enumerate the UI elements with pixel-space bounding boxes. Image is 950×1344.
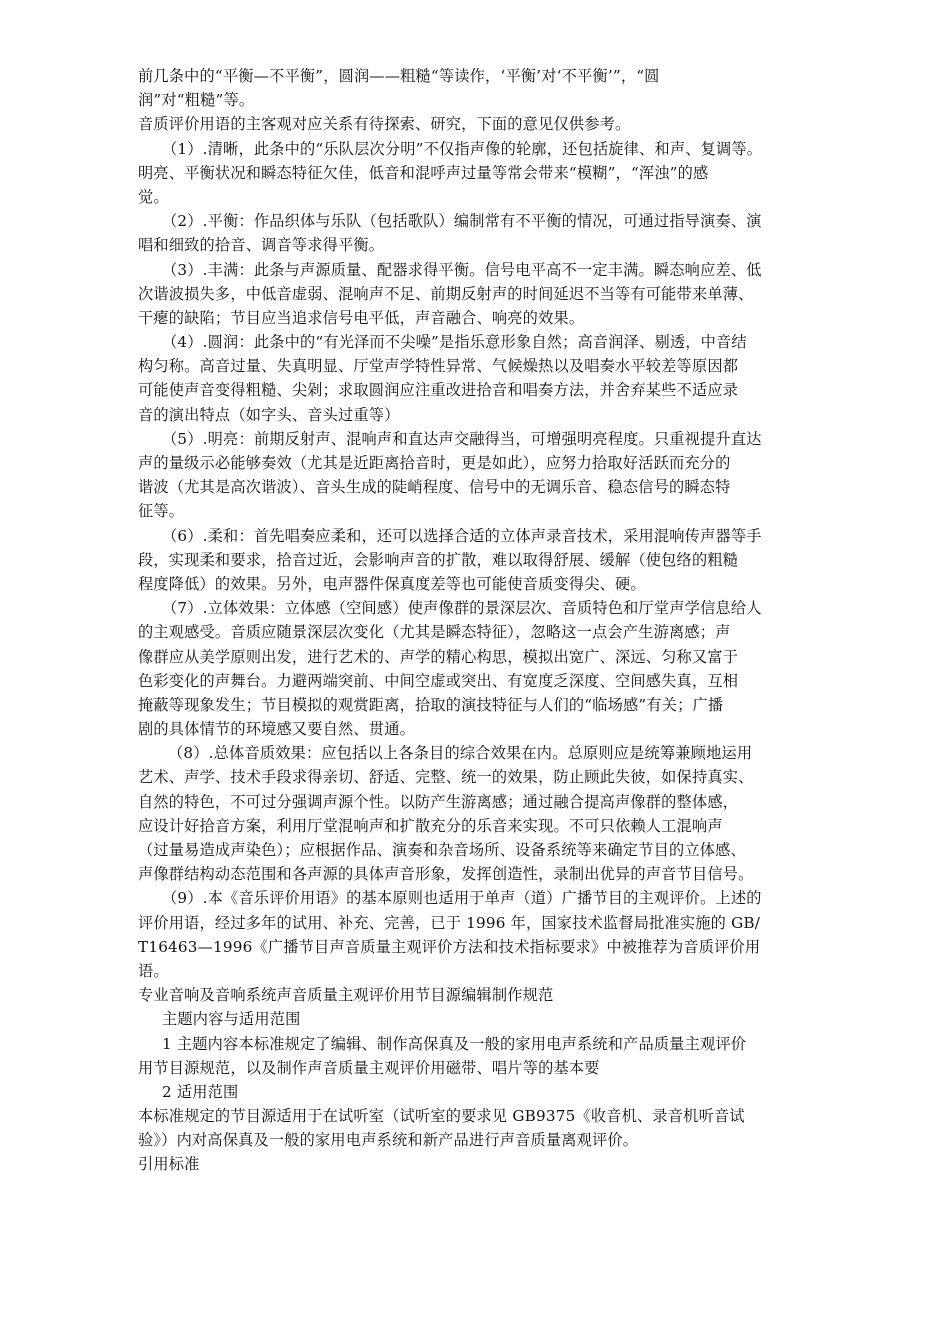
text-line: （7）.立体效果：立体感（空间感）使声像群的景深层次、音质特色和厅堂声学信息给人 bbox=[162, 599, 762, 618]
paragraph bbox=[138, 548, 828, 596]
text-line: 唱和细致的拾音、调音等求得平衡。 bbox=[138, 236, 385, 255]
paragraph bbox=[138, 112, 828, 136]
text-line: 构匀称。高音过量、失真明显、厅堂声学特性异常、气候燥热以及唱奏水平较差等原因都 bbox=[138, 357, 739, 376]
text-line: （9）.本《音乐评价用语》的基本原则也适用于单声（道）广播节目的主观评价。上述的 bbox=[162, 889, 762, 908]
paragraph bbox=[138, 741, 828, 765]
paragraph bbox=[138, 330, 828, 354]
text-line: 艺术、声学、技术手段求得亲切、舒适、完整、统一的效果，防止顾此失彼，如保持真实、 bbox=[138, 768, 754, 787]
text-line: （4）.圆润：此条中的“有光泽而不尖噪”是指乐意形象自然；高音润泽、剔透，中音结 bbox=[162, 333, 747, 352]
text-line: 音的演出特点（如字头、音头过重等） bbox=[138, 405, 400, 424]
paragraph bbox=[138, 427, 828, 451]
paragraph bbox=[138, 233, 828, 257]
text-line: （8）.总体音质效果：应包括以上各条目的综合效果在内。总原则应是统筹兼顾地运用 bbox=[168, 744, 753, 763]
text-line: 1 主题内容本标准规定了编辑、制作高保真及一般的家用电声系统和产品质量主观评价 bbox=[162, 1034, 747, 1053]
paragraph bbox=[138, 620, 828, 741]
document-body bbox=[138, 64, 828, 1177]
text-line: 色彩变化的声舞台。力避两端突前、中间空虚或突出、有宽度乏深度、空间感失真，互相 bbox=[138, 671, 739, 690]
paragraph bbox=[138, 1056, 828, 1080]
paragraph bbox=[138, 886, 828, 910]
text-line: 程度降低）的效果。另外，电声器件保真度差等也可能使音质变得尖、硬。 bbox=[138, 574, 646, 593]
paragraph bbox=[138, 137, 828, 161]
text-line: 应设计好拾音方案，利用厅堂混响声和扩散充分的乐音来实现。不可只依赖人工混响声 bbox=[138, 816, 723, 835]
text-line: （3）.丰满：此条与声源质量、配器求得平衡。信号电平高不一定丰满。瞬态响应差、低 bbox=[162, 260, 762, 279]
text-line: 段，实现柔和要求，拾音过近，会影响声音的扩散，难以取得舒展、缓解（使包络的粗糙 bbox=[138, 550, 739, 569]
text-line: 的主观感受。音质应随景深层次变化（尤其是瞬态特征），忽略这一点会产生游离感；声 bbox=[138, 623, 731, 642]
paragraph bbox=[138, 161, 828, 209]
text-line: 像群应从美学原则出发，进行艺术的、声学的精心构思，模拟出宽广、深远、匀称又富于 bbox=[138, 647, 739, 666]
text-line: 觉。 bbox=[138, 187, 169, 206]
text-line: 剧的具体情节的环境感又要自然、贯通。 bbox=[138, 720, 415, 739]
text-line: T16463—1996《广播节目声音质量主观评价方法和技术指标要求》中被推荐为音质评价用 bbox=[138, 937, 761, 956]
text-line: 主题内容与适用范围 bbox=[162, 1010, 301, 1029]
text-line: 引用标准 bbox=[138, 1155, 200, 1174]
text-line: （5）.明亮：前期反射声、混响声和直达声交融得当，可增强明亮程度。只重视提升直达 bbox=[162, 429, 762, 448]
text-line: 声的量级示必能够奏效（尤其是近距离拾音时，更是如此），应努力拾取好活跃而充分的 bbox=[138, 454, 731, 472]
text-line: 用节目源规范，以及制作声音质量主观评价用磁带、唱片等的基本要 bbox=[138, 1058, 600, 1077]
paragraph bbox=[138, 209, 828, 233]
text-line: （2）.平衡：作品织体与乐队（包括歌队）编制常有不平衡的情况，可通过指导演奏、演 bbox=[162, 212, 762, 231]
paragraph bbox=[138, 1104, 828, 1152]
paragraph bbox=[138, 354, 828, 427]
text-line: 掩蔽等现象发生；节目模拟的观赏距离，拾取的演技特征与人们的“临场感”有关；广播 bbox=[138, 695, 724, 714]
text-line: 次谐波损失多，中低音虚弱、混响声不足、前期反射声的时间延迟不当等有可能带来单薄、 bbox=[138, 284, 754, 303]
text-line: 明亮、平衡状况和瞬态特征欠佳，低音和混呼声过量等常会带来“模糊”，“浑浊”的感 bbox=[138, 163, 709, 182]
text-line: 2 适用范围 bbox=[162, 1082, 239, 1101]
paragraph bbox=[138, 451, 828, 524]
paragraph bbox=[138, 596, 828, 620]
text-line: 前几条中的“平衡—不平衡”，圆润——粗糙“等读作，‘平衡’对‘不平衡’”，“圆 bbox=[138, 67, 660, 85]
paragraph bbox=[138, 1032, 828, 1056]
paragraph bbox=[138, 258, 828, 282]
paragraph bbox=[138, 1080, 828, 1104]
text-line: 干瘪的缺陷；节目应当追求信号电平低，声音融合、响亮的效果。 bbox=[138, 308, 585, 327]
text-line: 声像群结构动态范围和各声源的具体声音形象，发挥创造性，录制出优异的声音节目信号。 bbox=[138, 865, 754, 884]
text-line: 本标准规定的节目源适用于在试听室（试听室的要求见 GB9375《收音机、录音机听音试 bbox=[138, 1107, 745, 1126]
text-line: 征等。 bbox=[138, 502, 185, 521]
paragraph bbox=[138, 911, 828, 984]
text-line: （1）.清晰，此条中的“乐队层次分明”不仅指声像的轮廓，还包括旋律、和声、复调等。 bbox=[162, 139, 763, 158]
paragraph bbox=[138, 1007, 828, 1031]
text-line: 谐波（尤其是高次谐波）、音头生成的陡峭程度、信号中的无调乐音、稳态信号的瞬态特 bbox=[138, 478, 731, 497]
text-line: 自然的特色，不可过分强调声源个性。以防产生游离感；通过融合提高声像群的整体感， bbox=[138, 792, 739, 811]
paragraph bbox=[138, 282, 828, 330]
paragraph bbox=[138, 1152, 828, 1176]
text-line: 专业音响及音响系统声音质量主观评价用节目源编辑制作规范 bbox=[138, 986, 554, 1005]
text-line: 可能使声音变得粗糙、尖剁；求取圆润应注重改进拾音和唱奏方法，并舍弃某些不适应录 bbox=[138, 381, 739, 400]
paragraph bbox=[138, 765, 828, 886]
text-line: 评价用语，经过多年的试用、补充、完善，已于 1996 年，国家技术监督局批准实施的 GB/ bbox=[138, 913, 761, 932]
paragraph bbox=[138, 524, 828, 548]
text-line: 音质评价用语的主客观对应关系有待探索、研究，下面的意见仅供参考。 bbox=[138, 115, 631, 134]
paragraph bbox=[138, 983, 828, 1007]
text-line: 润”对“粗糙”等。 bbox=[138, 91, 255, 110]
text-line: 验》）内对高保真及一般的家用电声系统和新产品进行声音质量离观评价。 bbox=[138, 1131, 639, 1150]
paragraph bbox=[138, 64, 828, 112]
text-line: （过量易造成声染色）；应根据作品、演奏和杂音场所、设备系统等来确定节目的立体感、 bbox=[138, 841, 746, 859]
text-line: 语。 bbox=[138, 961, 169, 980]
text-line: （6）.柔和：首先唱奏应柔和，还可以选择合适的立体声录音技术，采用混响传声器等手 bbox=[162, 526, 762, 545]
